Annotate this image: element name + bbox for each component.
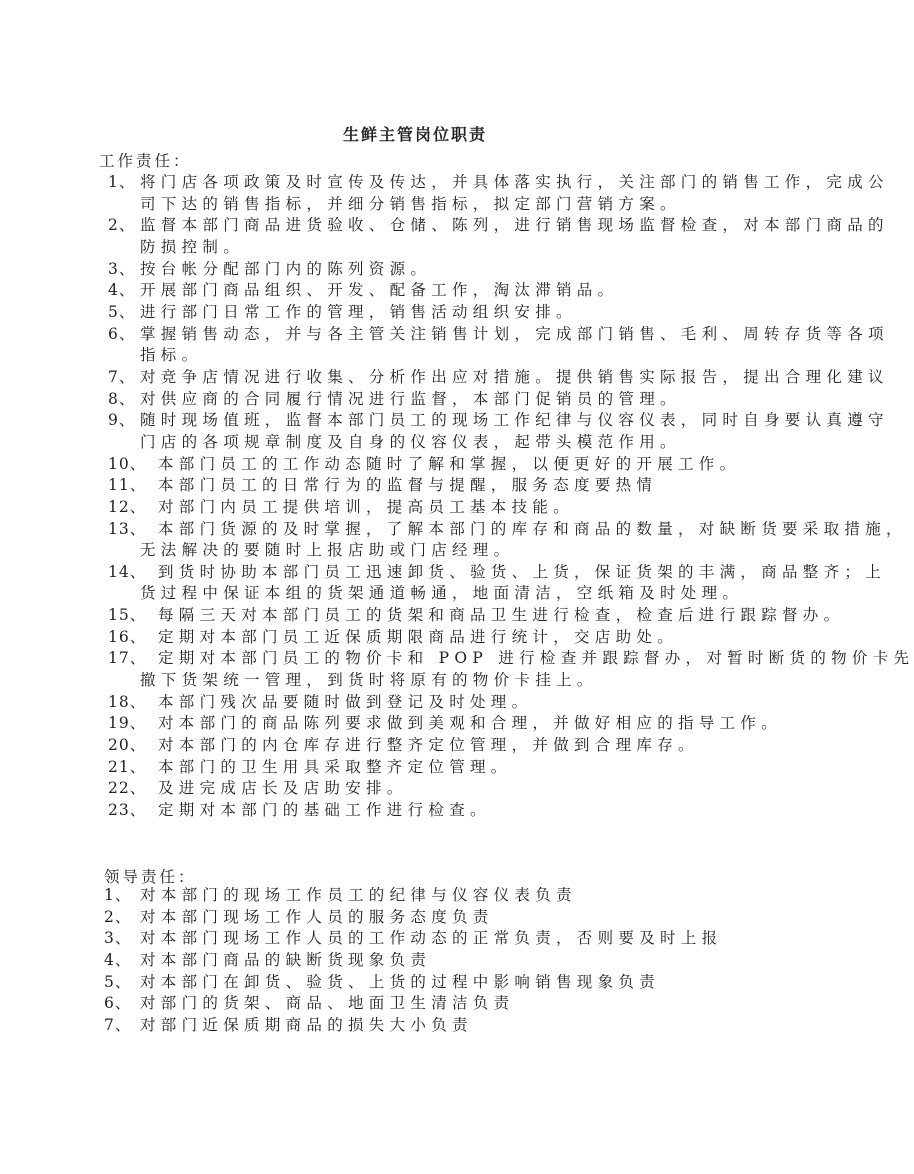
list-item bbox=[0, 215, 889, 258]
item-text-line: 货过程中保证本组的货架通道畅通，地面清洁，空纸箱及时处理。 bbox=[140, 584, 744, 603]
item-text-line: 无法解决的要随时上报店助或门店经理。 bbox=[140, 541, 515, 560]
item-text-line: 到货时协助本部门员工迅速卸货、验货、上货，保证货架的丰满，商品整齐；上 bbox=[158, 562, 887, 581]
list-item bbox=[0, 800, 830, 822]
item-text-line: 对供应商的合同履行情况进行监督，本部门促销员的管理。 bbox=[140, 389, 681, 408]
item-text-line: 对部门近保质期商品的损失大小负责 bbox=[140, 1015, 473, 1034]
item-text-line: 定期对本部门的基础工作进行检查。 bbox=[158, 801, 491, 820]
list-item bbox=[0, 950, 830, 972]
item-number: 2、 bbox=[104, 907, 132, 926]
item-number: 7、 bbox=[104, 1015, 132, 1034]
item-number: 6、 bbox=[108, 324, 136, 343]
list-item bbox=[0, 692, 830, 714]
item-text-line: 本部门货源的及时掌握，了解本部门的库存和商品的数量，对缺断货要采取措施， bbox=[158, 519, 907, 538]
leadership-responsibilities-list bbox=[0, 885, 830, 1037]
list-item bbox=[0, 389, 830, 411]
list-item bbox=[0, 324, 889, 367]
item-text-line: 进行部门日常工作的管理，销售活动组织安排。 bbox=[140, 302, 577, 321]
item-text-line: 及进完成店长及店助安排。 bbox=[158, 779, 408, 798]
item-number: 11、 bbox=[108, 476, 147, 495]
item-text-line: 本部门员工的日常行为的监督与提醒，服务态度要热情 bbox=[158, 476, 658, 495]
item-number: 7、 bbox=[108, 367, 136, 386]
item-text-line: 本部门员工的工作动态随时了解和掌握，以便更好的开展工作。 bbox=[158, 454, 741, 473]
list-item bbox=[0, 475, 830, 497]
item-text-line: 随时现场值班，监督本部门员工的现场工作纪律与仪容仪表，同时自身要认真遵守 bbox=[140, 411, 889, 430]
list-item bbox=[0, 259, 830, 281]
item-number: 19、 bbox=[108, 714, 147, 733]
item-text-line: 对本部门在卸货、验货、上货的过程中影响销售现象负责 bbox=[140, 972, 661, 991]
item-text-line: 本部门的卫生用具采取整齐定位管理。 bbox=[158, 757, 512, 776]
list-item bbox=[0, 454, 830, 476]
item-text-line: 监督本部门商品进货验收、仓储、陈列，进行销售现场监督检查，对本部门商品的 bbox=[140, 216, 889, 235]
work-responsibilities-list bbox=[0, 172, 914, 822]
list-item bbox=[0, 735, 830, 757]
leadership-responsibilities-heading: 领导责任： bbox=[104, 868, 197, 886]
list-item bbox=[0, 605, 845, 627]
item-text-line: 对本部门的商品陈列要求做到美观和合理，并做好相应的指导工作。 bbox=[158, 714, 783, 733]
item-text-line: 对本部门现场工作人员的工作动态的正常负责，否则要及时上报 bbox=[140, 929, 723, 948]
list-item bbox=[0, 757, 830, 779]
list-item bbox=[0, 1015, 830, 1037]
item-number: 3、 bbox=[108, 259, 136, 278]
item-text-line: 对部门内员工提供培训，提高员工基本技能。 bbox=[158, 497, 575, 516]
item-number: 5、 bbox=[104, 972, 132, 991]
item-text-line: 防损控制。 bbox=[140, 237, 245, 256]
item-text-line: 对本部门的内仓库存进行整齐定位管理，并做到合理库存。 bbox=[158, 736, 699, 755]
list-item bbox=[0, 497, 830, 519]
item-number: 1、 bbox=[108, 173, 136, 191]
item-text-line: 对本部门商品的缺断货现象负责 bbox=[140, 950, 432, 969]
list-item bbox=[0, 562, 887, 605]
item-number: 16、 bbox=[108, 627, 147, 646]
item-text-line: 指标。 bbox=[140, 346, 203, 365]
item-text-line: 对竞争店情况进行收集、分析作出应对措施。提供销售实际报告，提出合理化建议 bbox=[140, 367, 889, 386]
item-text-line: 开展部门商品组织、开发、配备工作，淘汰滞销品。 bbox=[140, 281, 619, 300]
list-item bbox=[0, 302, 830, 324]
list-item bbox=[0, 627, 830, 649]
item-number: 8、 bbox=[108, 389, 136, 408]
item-number: 14、 bbox=[108, 562, 147, 581]
list-item bbox=[0, 410, 889, 453]
item-text-line: 按台帐分配部门内的陈列资源。 bbox=[140, 259, 432, 278]
list-item bbox=[0, 972, 830, 994]
list-item bbox=[0, 993, 830, 1015]
list-item bbox=[0, 519, 907, 562]
item-text-line: 撤下货架统一管理，到货时将原有的物价卡挂上。 bbox=[140, 671, 598, 690]
item-number: 17、 bbox=[108, 649, 147, 668]
item-number: 10、 bbox=[108, 454, 147, 473]
item-number: 20、 bbox=[108, 736, 147, 755]
item-number: 5、 bbox=[108, 302, 136, 321]
list-item bbox=[0, 928, 830, 950]
item-text-line: 掌握销售动态，并与各主管关注销售计划，完成部门销售、毛利、周转存货等各项 bbox=[140, 324, 889, 343]
item-text-line: 定期对本部门员工近保质期限商品进行统计，交店助处。 bbox=[158, 627, 679, 646]
item-number: 4、 bbox=[104, 950, 132, 969]
list-item bbox=[0, 907, 830, 929]
list-item bbox=[0, 280, 830, 302]
list-item bbox=[0, 885, 830, 907]
list-item bbox=[0, 172, 889, 215]
item-number: 2、 bbox=[108, 216, 136, 235]
item-text-line: 将门店各项政策及时宣传及传达，并具体落实执行，关注部门的销售工作，完成公 bbox=[140, 173, 889, 191]
item-text-line: 每隔三天对本部门员工的货架和商品卫生进行检查，检查后进行跟踪督办。 bbox=[158, 606, 845, 625]
item-text-line: 门店的各项规章制度及自身的仪容仪表，起带头模范作用。 bbox=[140, 432, 681, 451]
item-number: 6、 bbox=[104, 994, 132, 1013]
item-number: 23、 bbox=[108, 801, 147, 820]
list-item bbox=[0, 367, 889, 389]
item-number: 9、 bbox=[108, 411, 136, 430]
item-number: 21、 bbox=[108, 757, 147, 776]
item-number: 15、 bbox=[108, 606, 147, 625]
item-text-line: 司下达的销售指标，并细分销售指标，拟定部门营销方案。 bbox=[140, 194, 681, 213]
item-number: 13、 bbox=[108, 519, 147, 538]
item-text-line: 本部门残次品要随时做到登记及时处理。 bbox=[158, 692, 533, 711]
item-number: 3、 bbox=[104, 929, 132, 948]
list-item bbox=[0, 778, 830, 800]
item-text-line: 定期对本部门员工的物价卡和 POP 进行检查并跟踪督办，对暂时断货的物价卡先 bbox=[158, 649, 914, 668]
list-item bbox=[0, 648, 914, 691]
item-text-line: 对部门的货架、商品、地面卫生清洁负责 bbox=[140, 994, 515, 1013]
item-number: 22、 bbox=[108, 779, 147, 798]
work-responsibilities-heading: 工作责任： bbox=[99, 152, 192, 170]
item-text-line: 对本部门的现场工作员工的纪律与仪容仪表负责 bbox=[140, 886, 577, 904]
document-title: 生鲜主管岗位职责 bbox=[342, 125, 487, 144]
item-number: 4、 bbox=[108, 281, 136, 300]
item-text-line: 对本部门现场工作人员的服务态度负责 bbox=[140, 907, 494, 926]
item-number: 1、 bbox=[104, 886, 132, 904]
list-item bbox=[0, 713, 830, 735]
item-number: 18、 bbox=[108, 692, 147, 711]
item-number: 12、 bbox=[108, 497, 147, 516]
